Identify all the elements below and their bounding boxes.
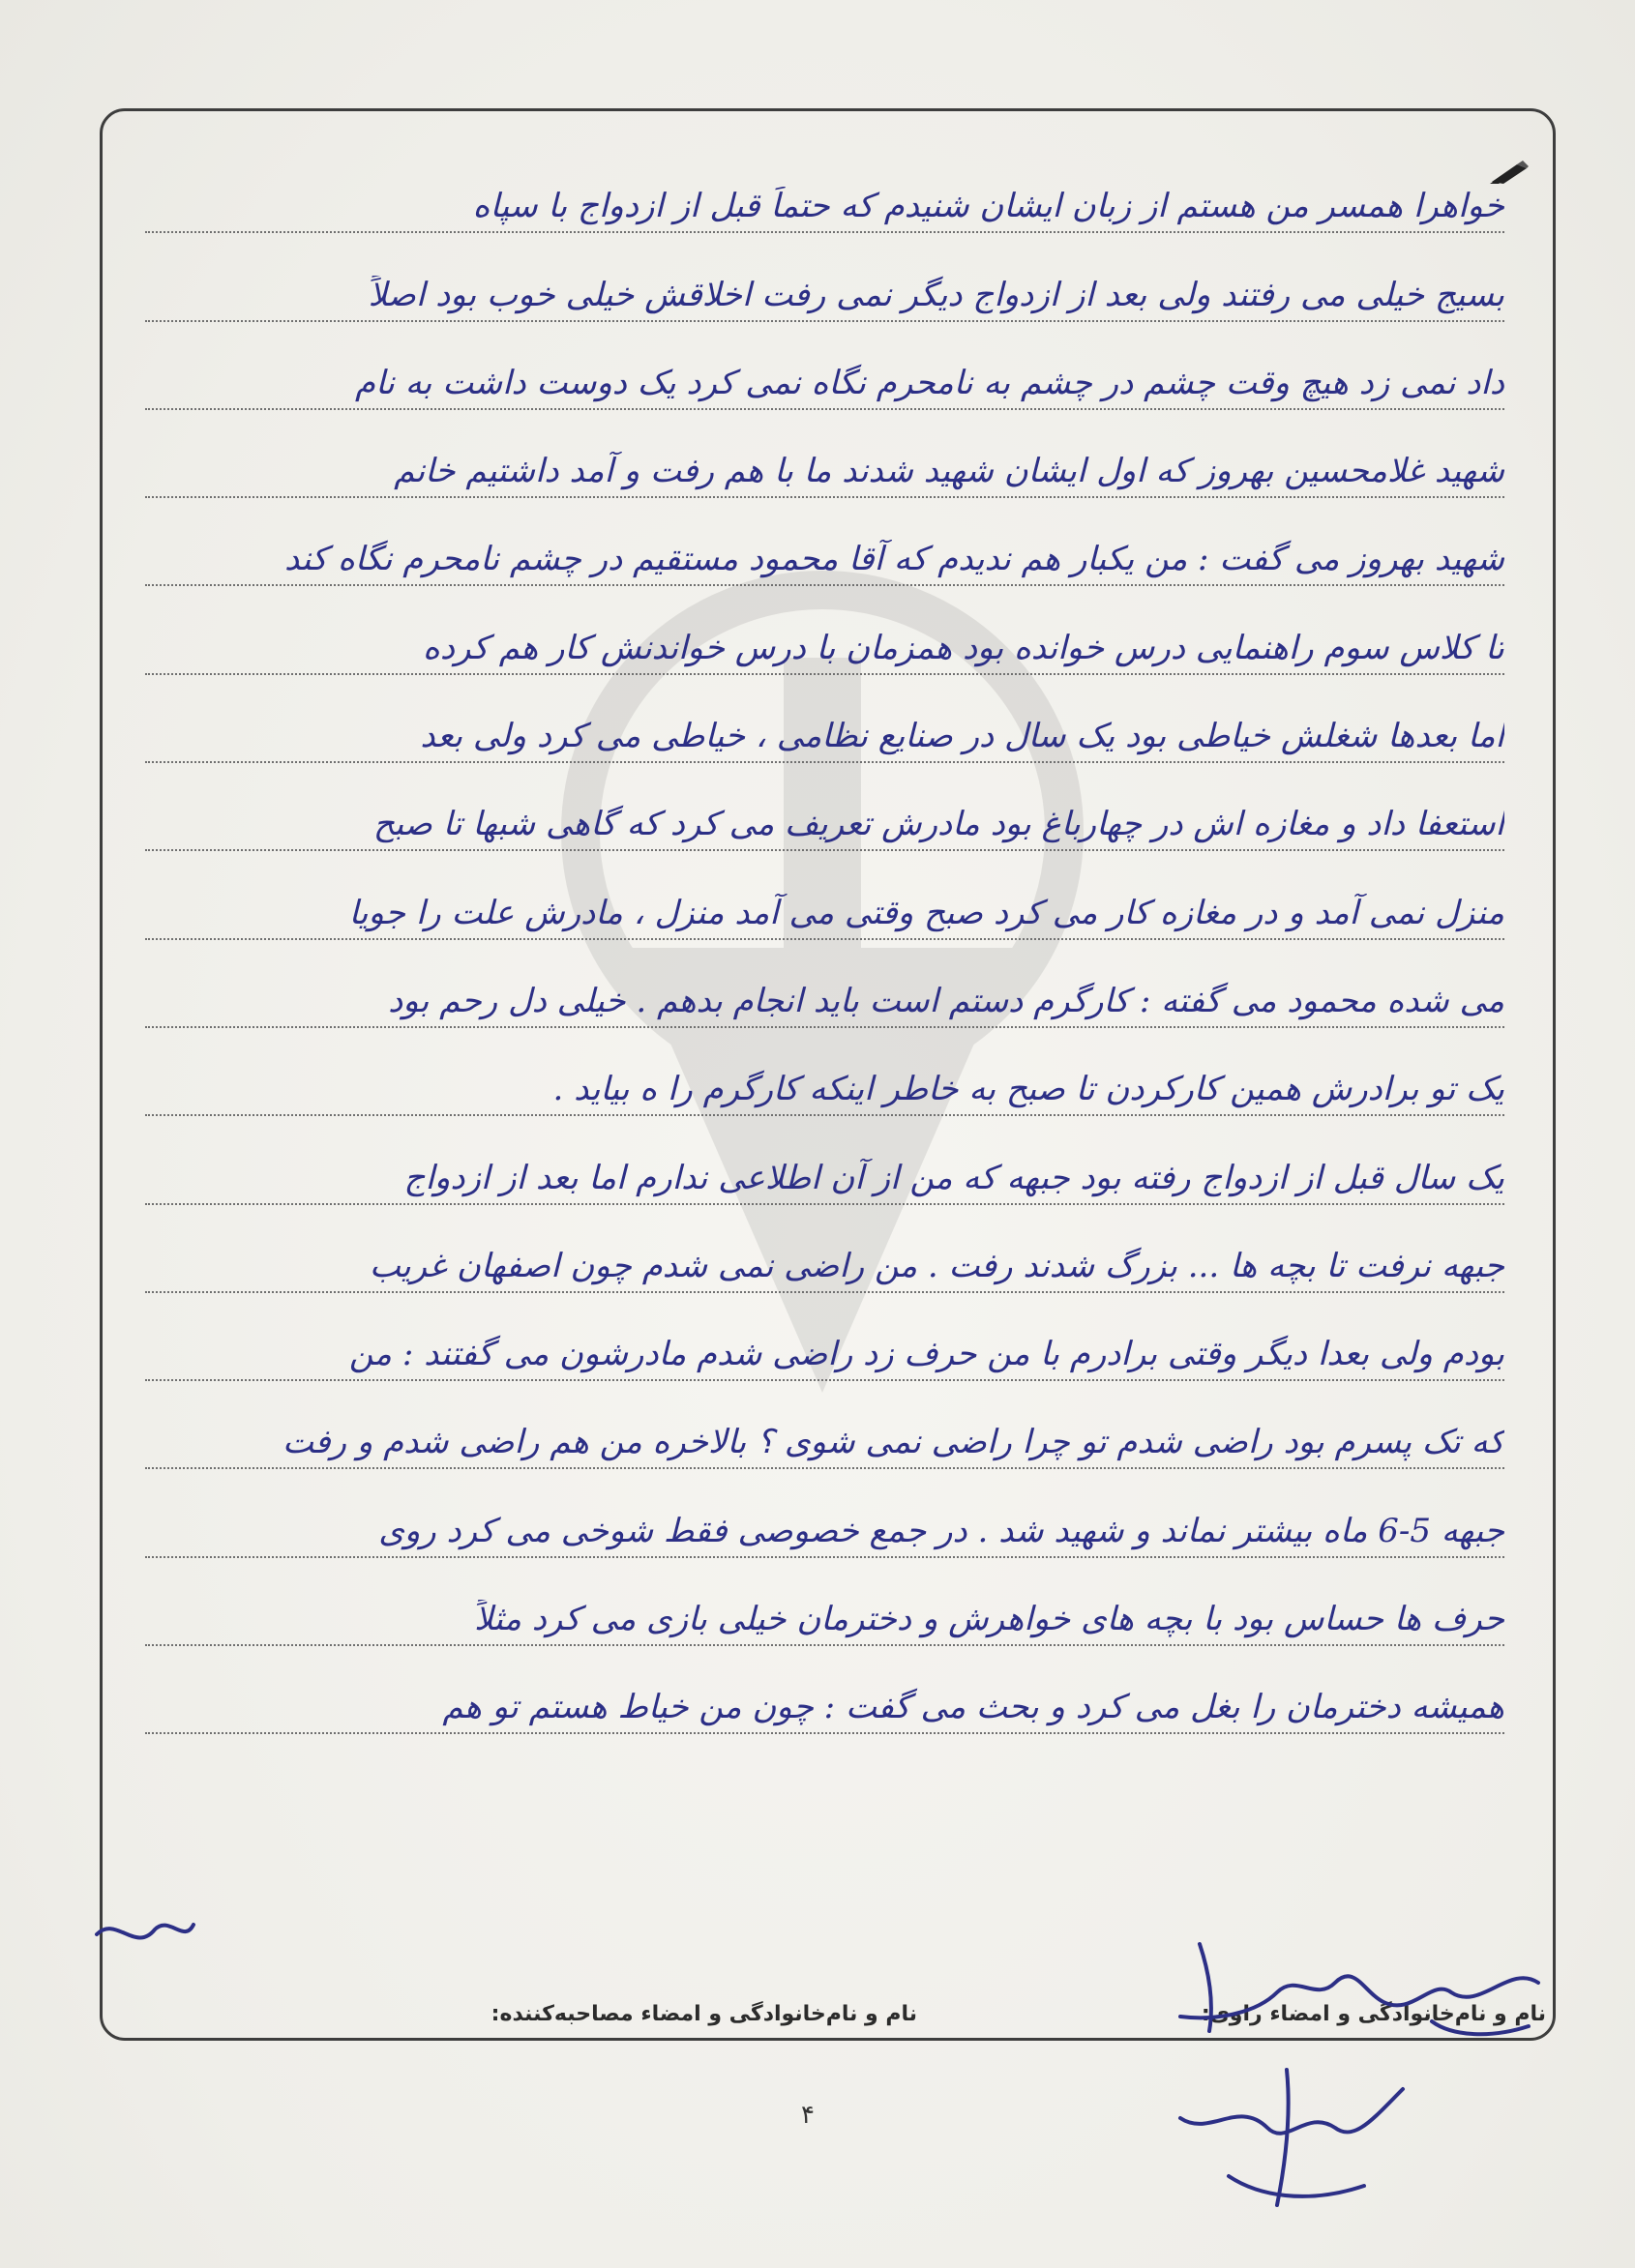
text-line bbox=[145, 1205, 1504, 1293]
interviewer-signature-label: نام و نام‌خانوادگی و امضاء مصاحبه‌کننده: bbox=[490, 2002, 917, 2026]
text-line bbox=[145, 851, 1504, 939]
line-text: اما بعدها شغلش خیاطی بود یک سال در صنایع نظامی ، خیاطی می کرد ولی بعد bbox=[420, 717, 1504, 756]
handwritten-lines bbox=[145, 145, 1504, 1734]
text-line bbox=[145, 586, 1504, 674]
text-line bbox=[145, 1028, 1504, 1116]
line-text: جبهه نرفت تا بچه ها ... بزرگ شدند رفت . من راضی نمی شدم چون اصفهان غریب bbox=[369, 1246, 1504, 1285]
interviewer-signature bbox=[1171, 2060, 1422, 2224]
line-text: یک سال قبل از ازدواج رفته بود جبهه که من از آن اطلاعی ندارم اما بعد از ازدواج bbox=[403, 1158, 1504, 1197]
text-line bbox=[145, 1293, 1504, 1381]
line-text: که تک پسرم بود راضی شدم تو چرا راضی نمی شوی ؟ بالاخره من هم راضی شدم و رفت bbox=[282, 1423, 1504, 1462]
line-text: بودم ولی بعدا دیگر وقتی برادرم با من حرف زد راضی شدم مادرشون می گفتند : من bbox=[348, 1335, 1504, 1374]
line-text: جبهه 5-6 ماه بیشتر نماند و شهید شد . در جمع خصوصی فقط شوخی می کرد روی bbox=[378, 1511, 1504, 1550]
text-line bbox=[145, 145, 1504, 233]
line-text: شهید غلامحسین بهروز که اول ایشان شهید شدند ما با هم رفت و آمد داشتیم خانم bbox=[394, 452, 1504, 491]
line-text: بسیج خیلی می رفتند ولی بعد از ازدواج دیگر نمی رفت اخلاقش خیلی خوب بود اصلاً bbox=[368, 275, 1504, 314]
line-text: می شده محمود می گفته : کارگرم دستم است باید انجام بدهم . خیلی دل رحم بود bbox=[388, 981, 1504, 1020]
text-line bbox=[145, 498, 1504, 586]
text-line bbox=[145, 1381, 1504, 1469]
page-number: ۴ bbox=[801, 2101, 815, 2130]
text-line bbox=[145, 410, 1504, 498]
text-line bbox=[145, 763, 1504, 851]
text-line bbox=[145, 322, 1504, 410]
text-line bbox=[145, 1116, 1504, 1204]
ink-mark bbox=[87, 1905, 203, 1963]
narrator-signature-label: نام و نام‌خانوادگی و امضاء راوی: bbox=[1201, 2002, 1546, 2026]
line-text: شهید بهروز می گفت : من یکبار هم ندیدم که آقا محمود مستقیم در چشم نامحرم نگاه کند bbox=[283, 540, 1504, 579]
line-text: یک تو برادرش همین کارکردن تا صبح به خاطر اینکه کارگرم را ه بیاید . bbox=[552, 1070, 1504, 1109]
narrator-signature bbox=[1142, 1925, 1548, 2050]
text-line bbox=[145, 1646, 1504, 1734]
text-line bbox=[145, 1558, 1504, 1646]
text-line bbox=[145, 233, 1504, 321]
line-text: منزل نمی آمد و در مغازه کار می کرد صبح وقتی می آمد منزل ، مادرش علت را جویا bbox=[348, 893, 1504, 932]
line-text: تا کلاس سوم راهنمایی درس خوانده بود همزمان با درس خواندنش کار هم کرده bbox=[423, 628, 1504, 667]
text-line bbox=[145, 1469, 1504, 1557]
line-text: داد نمی زد هیچ وقت چشم در چشم به نامحرم نگاه نمی کرد یک دوست داشت به نام bbox=[355, 363, 1504, 402]
text-line bbox=[145, 675, 1504, 763]
text-line bbox=[145, 940, 1504, 1028]
line-text: حرف ها حساس بود با بچه های خواهرش و دخترمان خیلی بازی می کرد مثلاً bbox=[474, 1600, 1504, 1639]
line-text: استعفا داد و مغازه اش در چهارباغ بود مادرش تعریف می کرد که گاهی شبها تا صبح bbox=[372, 805, 1504, 844]
line-text: همیشه دخترمان را بغل می کرد و بحث می گفت : چون من خیاط هستم تو هم bbox=[442, 1688, 1504, 1727]
line-text: خواهرا همسر من هستم از زبان ایشان شنیدم که حتماً قبل از ازدواج با سپاه bbox=[472, 187, 1504, 226]
